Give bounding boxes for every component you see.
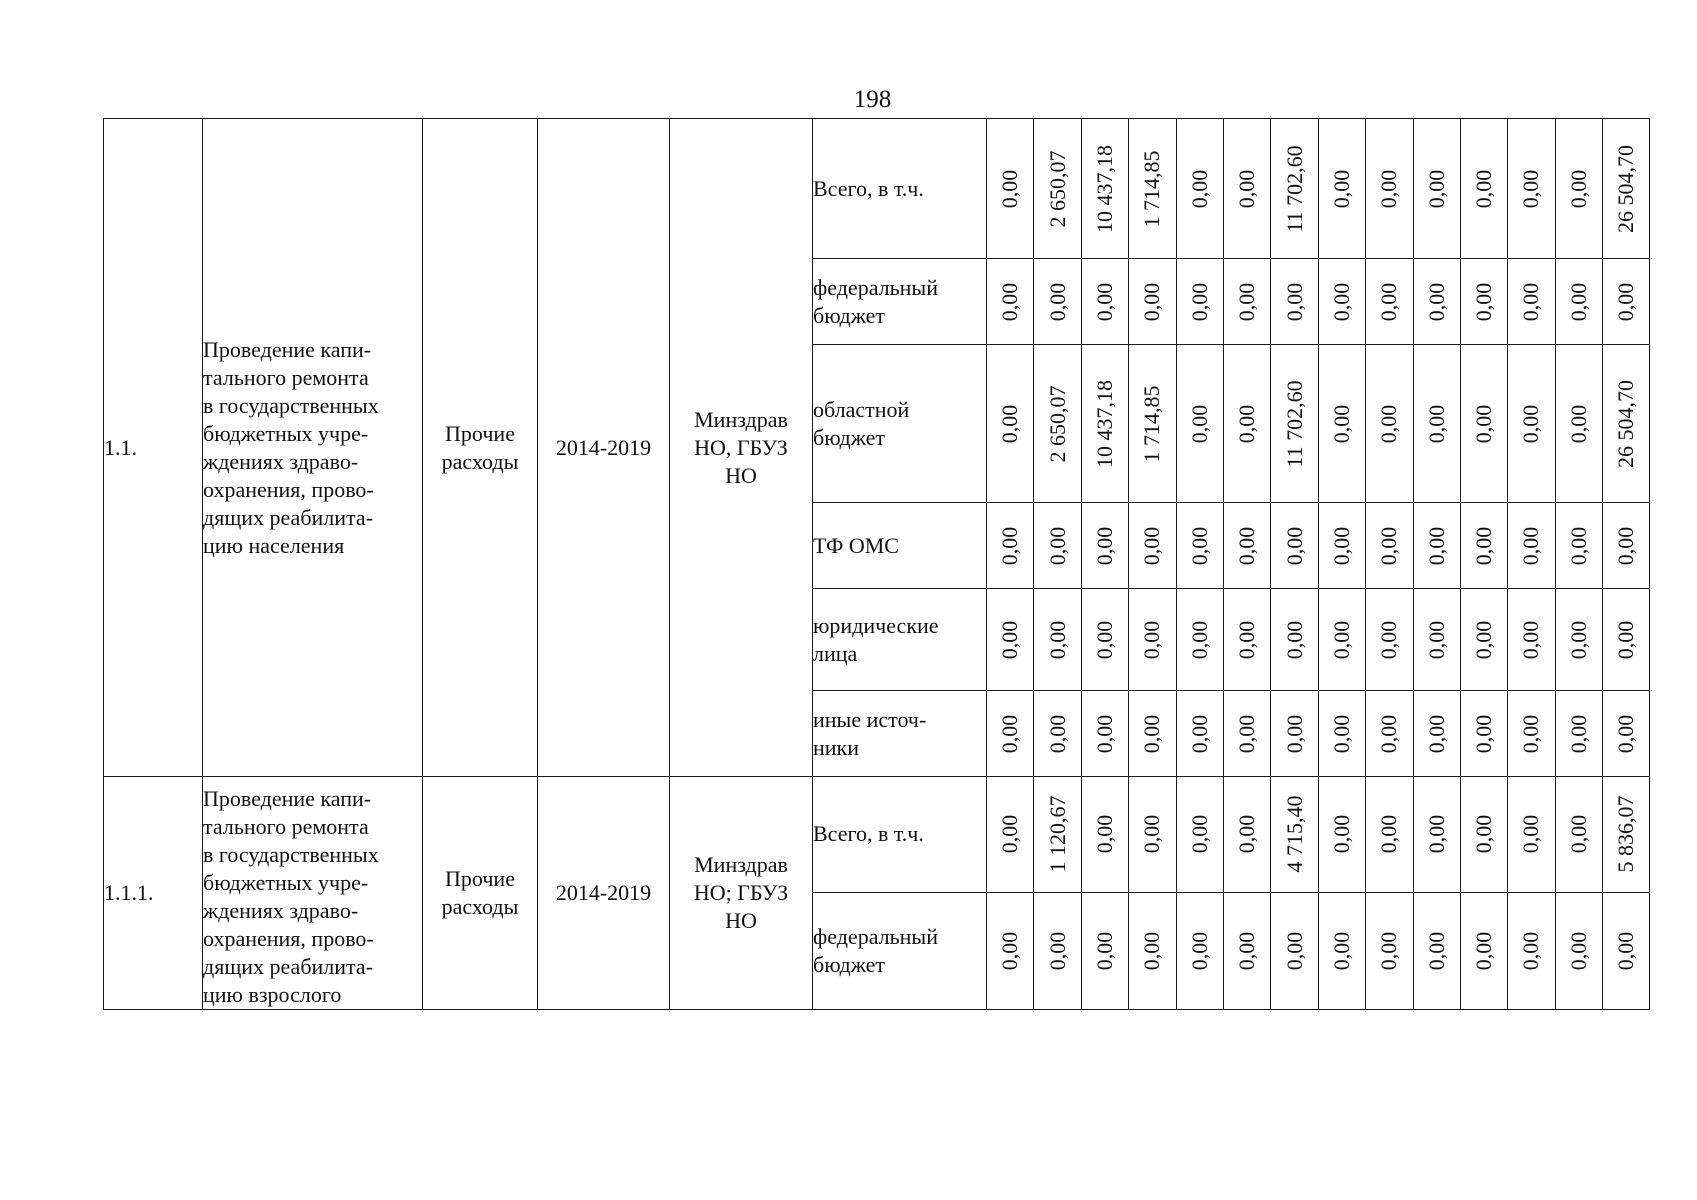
amount-cell <box>1508 777 1555 893</box>
amount-value: 0,00 <box>1423 714 1449 753</box>
amount-cell <box>1555 259 1602 345</box>
amount-cell <box>1366 345 1413 503</box>
amount-cell <box>1081 892 1128 1009</box>
amount-cell <box>1460 892 1507 1009</box>
executor-line: НО; ГБУЗ <box>693 880 789 905</box>
amount-value: 0,00 <box>1328 282 1354 321</box>
amount-cell <box>1508 119 1555 259</box>
amount-cell <box>1508 589 1555 691</box>
amount-cell <box>1413 503 1460 589</box>
amount-value: 0,00 <box>1234 714 1260 753</box>
amount-value: 0,00 <box>1091 931 1117 971</box>
amount-cell <box>1603 691 1650 777</box>
funding-source <box>813 691 987 777</box>
item-title-line: бюджетных учре- <box>203 420 369 446</box>
amount-cell <box>1034 892 1081 1009</box>
executor <box>670 119 813 777</box>
amount-cell <box>1508 503 1555 589</box>
amount-value: 11 702,60 <box>1281 379 1307 468</box>
amount-cell <box>1603 777 1650 893</box>
amount-cell <box>1223 892 1270 1009</box>
amount-value: 0,00 <box>1376 404 1402 443</box>
amount-cell <box>1271 589 1318 691</box>
amount-cell <box>1460 503 1507 589</box>
amount-cell <box>1318 589 1365 691</box>
amount-cell <box>1603 345 1650 503</box>
amount-value: 0,00 <box>1139 931 1165 971</box>
amount-value: 0,00 <box>1613 714 1639 753</box>
amount-cell <box>1129 345 1176 503</box>
amount-cell <box>1603 892 1650 1009</box>
amount-value: 0,00 <box>1234 815 1260 854</box>
amount-value: 0,00 <box>1565 714 1591 753</box>
amount-value: 0,00 <box>1423 169 1449 208</box>
amount-cell <box>987 119 1034 259</box>
amount-cell <box>1318 259 1365 345</box>
amount-cell <box>1176 345 1223 503</box>
table-row <box>104 119 1650 259</box>
amount-cell <box>1413 892 1460 1009</box>
amount-cell <box>1223 119 1270 259</box>
amount-value: 0,00 <box>1234 169 1260 208</box>
amount-value: 0,00 <box>997 404 1023 443</box>
amount-value: 0,00 <box>1613 282 1639 321</box>
amount-value: 11 702,60 <box>1281 144 1307 233</box>
amount-cell <box>1176 259 1223 345</box>
amount-cell <box>1223 777 1270 893</box>
amount-value: 0,00 <box>1518 620 1544 659</box>
amount-cell <box>1413 259 1460 345</box>
amount-cell <box>1271 259 1318 345</box>
funding-source <box>813 119 987 259</box>
amount-cell <box>1555 345 1602 503</box>
amount-cell <box>1603 259 1650 345</box>
amount-value: 0,00 <box>1281 282 1307 321</box>
funding-source-line: Всего, в т.ч. <box>813 175 924 201</box>
amount-cell <box>1508 345 1555 503</box>
amount-value: 0,00 <box>1139 620 1165 659</box>
executor-line: НО, ГБУЗ <box>694 434 788 460</box>
amount-value: 0,00 <box>1471 526 1497 565</box>
funding-source-line: юридические <box>813 612 939 638</box>
amount-value: 0,00 <box>1281 714 1307 753</box>
amount-value: 0,00 <box>1518 931 1544 971</box>
amount-cell <box>987 503 1034 589</box>
amount-cell <box>1081 777 1128 893</box>
expense-type-line: Прочие <box>445 866 515 891</box>
amount-value: 1 120,67 <box>1044 795 1070 873</box>
amount-value: 0,00 <box>1471 931 1497 971</box>
amount-value: 0,00 <box>1471 404 1497 443</box>
amount-value: 0,00 <box>1234 931 1260 971</box>
amount-cell <box>1129 503 1176 589</box>
amount-value: 0,00 <box>1186 714 1212 753</box>
item-title-line: Проведение капи- <box>203 786 372 811</box>
amount-cell <box>1460 259 1507 345</box>
amount-value: 0,00 <box>1139 526 1165 565</box>
amount-cell <box>1555 892 1602 1009</box>
amount-value: 0,00 <box>1234 620 1260 659</box>
amount-value: 0,00 <box>1139 714 1165 753</box>
amount-value: 0,00 <box>1091 714 1117 753</box>
amount-value: 0,00 <box>1471 714 1497 753</box>
page-number: 198 <box>853 86 892 113</box>
amount-value: 0,00 <box>1234 404 1260 443</box>
amount-cell <box>1129 691 1176 777</box>
item-title-line: ждениях здраво- <box>203 898 359 923</box>
item-title-line: Проведение капи- <box>203 336 372 362</box>
amount-value: 0,00 <box>1613 620 1639 659</box>
item-title-line: цию взрослого <box>203 982 342 1007</box>
amount-cell <box>1413 589 1460 691</box>
funding-source-line: иные источ- <box>813 706 927 732</box>
amount-value: 0,00 <box>1328 526 1354 565</box>
amount-value: 0,00 <box>1281 526 1307 565</box>
funding-source <box>813 777 987 893</box>
amount-cell <box>1129 119 1176 259</box>
amount-cell <box>1081 259 1128 345</box>
amount-cell <box>1081 691 1128 777</box>
amount-value: 0,00 <box>1328 169 1354 208</box>
amount-cell <box>1034 691 1081 777</box>
amount-cell <box>1603 589 1650 691</box>
amount-value: 0,00 <box>1328 714 1354 753</box>
amount-value: 0,00 <box>1423 815 1449 854</box>
amount-value: 0,00 <box>1565 931 1591 971</box>
item-title-line: ждениях здраво- <box>203 448 359 474</box>
expense-type-line: расходы <box>441 894 519 919</box>
amount-cell <box>1366 503 1413 589</box>
amount-value: 0,00 <box>1281 931 1307 971</box>
funding-source-line: бюджет <box>813 951 885 977</box>
amount-value: 0,00 <box>1565 526 1591 565</box>
amount-cell <box>1555 503 1602 589</box>
funding-source <box>813 503 987 589</box>
amount-value: 0,00 <box>997 169 1023 208</box>
funding-source-line: бюджет <box>813 302 885 328</box>
amount-cell <box>1129 259 1176 345</box>
amount-cell <box>1176 589 1223 691</box>
amount-value: 0,00 <box>1186 282 1212 321</box>
amount-value: 0,00 <box>1376 931 1402 971</box>
amount-value: 0,00 <box>1565 282 1591 321</box>
amount-value: 0,00 <box>1044 931 1070 971</box>
amount-value: 0,00 <box>1186 815 1212 854</box>
amount-cell <box>1081 503 1128 589</box>
amount-cell <box>1413 119 1460 259</box>
amount-value: 0,00 <box>1091 526 1117 565</box>
amount-value: 0,00 <box>1328 620 1354 659</box>
amount-value: 10 437,18 <box>1091 144 1117 233</box>
amount-cell <box>1318 892 1365 1009</box>
amount-value: 0,00 <box>1186 526 1212 565</box>
amount-cell <box>987 345 1034 503</box>
amount-cell <box>1176 777 1223 893</box>
amount-cell <box>1460 119 1507 259</box>
amount-cell <box>1223 259 1270 345</box>
amount-cell <box>1555 119 1602 259</box>
amount-value: 5 836,07 <box>1613 795 1639 873</box>
amount-value: 0,00 <box>1565 620 1591 659</box>
amount-value: 0,00 <box>1186 169 1212 208</box>
item-title-line: бюджетных учре- <box>203 870 369 895</box>
amount-cell <box>1176 892 1223 1009</box>
amount-value: 0,00 <box>1565 169 1591 208</box>
item-title-line: охранения, прово- <box>203 476 374 502</box>
amount-cell <box>987 892 1034 1009</box>
item-title <box>203 777 423 1010</box>
funding-source-line: федеральный <box>813 274 938 300</box>
amount-value: 0,00 <box>1376 714 1402 753</box>
executor-line: НО <box>725 462 757 488</box>
amount-value: 0,00 <box>1423 526 1449 565</box>
amount-value: 0,00 <box>997 282 1023 321</box>
amount-cell <box>1603 119 1650 259</box>
amount-cell <box>1366 691 1413 777</box>
amount-value: 0,00 <box>1091 815 1117 854</box>
amount-value: 0,00 <box>997 931 1023 971</box>
amount-cell <box>1318 345 1365 503</box>
amount-cell <box>1460 589 1507 691</box>
amount-value: 0,00 <box>1518 714 1544 753</box>
item-title-line: цию населения <box>203 532 345 558</box>
amount-value: 0,00 <box>1234 282 1260 321</box>
item-title <box>203 119 423 777</box>
amount-cell <box>1366 777 1413 893</box>
amount-cell <box>1318 503 1365 589</box>
funding-source-line: областной <box>813 396 910 422</box>
amount-value: 0,00 <box>1186 404 1212 443</box>
amount-cell <box>1176 119 1223 259</box>
amount-cell <box>1271 777 1318 893</box>
amount-cell <box>1555 777 1602 893</box>
amount-cell <box>1081 119 1128 259</box>
amount-cell <box>987 777 1034 893</box>
amount-cell <box>1223 691 1270 777</box>
funding-source <box>813 259 987 345</box>
amount-cell <box>1318 691 1365 777</box>
amount-cell <box>1366 589 1413 691</box>
amount-value: 0,00 <box>1044 526 1070 565</box>
amount-cell <box>1129 589 1176 691</box>
amount-cell <box>1176 691 1223 777</box>
amount-cell <box>987 691 1034 777</box>
funding-source <box>813 892 987 1009</box>
funding-source <box>813 589 987 691</box>
amount-value: 0,00 <box>1139 815 1165 854</box>
expense-type-line: расходы <box>441 448 519 474</box>
amount-value: 2 650,07 <box>1044 150 1070 227</box>
amount-value: 0,00 <box>1186 620 1212 659</box>
amount-value: 26 504,70 <box>1613 379 1639 468</box>
item-title-line: дящих реабилита- <box>203 954 374 979</box>
amount-cell <box>1318 119 1365 259</box>
amount-cell <box>1034 589 1081 691</box>
funding-source-line: Всего, в т.ч. <box>813 821 924 847</box>
funding-table <box>103 118 1650 1010</box>
amount-value: 0,00 <box>1376 526 1402 565</box>
amount-value: 2 650,07 <box>1044 385 1070 462</box>
amount-cell <box>1034 119 1081 259</box>
amount-value: 0,00 <box>1518 526 1544 565</box>
amount-cell <box>1603 503 1650 589</box>
amount-cell <box>1129 892 1176 1009</box>
amount-value: 0,00 <box>1376 282 1402 321</box>
amount-value: 0,00 <box>1139 282 1165 321</box>
funding-source <box>813 345 987 503</box>
amount-value: 0,00 <box>1518 282 1544 321</box>
amount-value: 0,00 <box>1328 815 1354 854</box>
amount-cell <box>1460 691 1507 777</box>
amount-cell <box>1034 259 1081 345</box>
amount-cell <box>1318 777 1365 893</box>
amount-value: 0,00 <box>1044 282 1070 321</box>
amount-value: 0,00 <box>1376 169 1402 208</box>
amount-value: 0,00 <box>1186 931 1212 971</box>
amount-cell <box>1081 345 1128 503</box>
amount-value: 0,00 <box>1281 620 1307 659</box>
amount-cell <box>1034 503 1081 589</box>
amount-cell <box>1366 259 1413 345</box>
executor-line: Минздрав <box>694 852 788 877</box>
amount-cell <box>1508 259 1555 345</box>
funding-source-line: ники <box>813 734 860 760</box>
amount-value: 0,00 <box>997 620 1023 659</box>
item-title-line: охранения, прово- <box>203 926 374 951</box>
funding-source-line: ТФ ОМС <box>813 532 899 558</box>
executor-line: НО <box>725 908 757 933</box>
funding-source-line: лица <box>813 640 858 666</box>
amount-cell <box>1034 345 1081 503</box>
amount-value: 0,00 <box>1471 169 1497 208</box>
amount-value: 1 714,85 <box>1139 385 1165 462</box>
amount-cell <box>1271 892 1318 1009</box>
amount-cell <box>1460 777 1507 893</box>
amount-cell <box>1555 691 1602 777</box>
amount-cell <box>1081 589 1128 691</box>
amount-value: 0,00 <box>1471 815 1497 854</box>
expense-type <box>423 119 538 777</box>
amount-value: 0,00 <box>1518 169 1544 208</box>
amount-value: 0,00 <box>997 714 1023 753</box>
amount-value: 0,00 <box>1328 404 1354 443</box>
amount-value: 0,00 <box>1518 815 1544 854</box>
amount-cell <box>1366 119 1413 259</box>
amount-value: 0,00 <box>1565 815 1591 854</box>
amount-value: 0,00 <box>1613 526 1639 565</box>
amount-value: 26 504,70 <box>1613 144 1639 233</box>
amount-cell <box>1271 691 1318 777</box>
executor <box>670 777 813 1010</box>
amount-value: 0,00 <box>1565 404 1591 443</box>
item-title-line: тального ремонта <box>203 364 369 390</box>
funding-source-line: федеральный <box>813 923 938 949</box>
amount-value: 0,00 <box>1423 931 1449 971</box>
item-code: 1.1. <box>104 119 203 777</box>
amount-cell <box>1413 691 1460 777</box>
amount-value: 0,00 <box>1471 282 1497 321</box>
amount-cell <box>1223 589 1270 691</box>
item-title-line: тального ремонта <box>203 814 369 839</box>
item-code: 1.1.1. <box>104 777 203 1010</box>
item-title-line: в государственных <box>203 392 379 418</box>
executor-line: Минздрав <box>694 406 788 432</box>
amount-value: 0,00 <box>1471 620 1497 659</box>
amount-value: 0,00 <box>1376 815 1402 854</box>
amount-cell <box>1271 503 1318 589</box>
amount-value: 0,00 <box>1423 404 1449 443</box>
amount-value: 0,00 <box>1044 620 1070 659</box>
amount-cell <box>1413 777 1460 893</box>
amount-cell <box>987 259 1034 345</box>
amount-cell <box>1508 691 1555 777</box>
amount-value: 10 437,18 <box>1091 379 1117 468</box>
amount-cell <box>1176 503 1223 589</box>
funding-source-line: бюджет <box>813 424 885 450</box>
expense-type <box>423 777 538 1010</box>
amount-value: 0,00 <box>1091 282 1117 321</box>
amount-cell <box>1271 345 1318 503</box>
amount-value: 0,00 <box>1328 931 1354 971</box>
amount-cell <box>1223 345 1270 503</box>
amount-cell <box>987 589 1034 691</box>
item-title-line: дящих реабилита- <box>203 504 374 530</box>
amount-cell <box>1413 345 1460 503</box>
item-title-line: в государственных <box>203 842 379 867</box>
amount-value: 4 715,40 <box>1281 795 1307 873</box>
amount-value: 0,00 <box>1518 404 1544 443</box>
amount-value: 0,00 <box>1091 620 1117 659</box>
amount-value: 0,00 <box>1376 620 1402 659</box>
amount-cell <box>1555 589 1602 691</box>
period: 2014-2019 <box>538 119 670 777</box>
table-row <box>104 777 1650 893</box>
amount-cell <box>1129 777 1176 893</box>
amount-value: 1 714,85 <box>1139 150 1165 227</box>
amount-cell <box>1366 892 1413 1009</box>
amount-value: 0,00 <box>1423 620 1449 659</box>
amount-cell <box>1223 503 1270 589</box>
amount-cell <box>1508 892 1555 1009</box>
amount-value: 0,00 <box>1044 714 1070 753</box>
amount-value: 0,00 <box>997 526 1023 565</box>
amount-value: 0,00 <box>1234 526 1260 565</box>
amount-value: 0,00 <box>1423 282 1449 321</box>
expense-type-line: Прочие <box>445 420 515 446</box>
amount-cell <box>1460 345 1507 503</box>
amount-cell <box>1271 119 1318 259</box>
amount-cell <box>1034 777 1081 893</box>
amount-value: 0,00 <box>997 815 1023 854</box>
period: 2014-2019 <box>538 777 670 1010</box>
amount-value: 0,00 <box>1613 931 1639 971</box>
